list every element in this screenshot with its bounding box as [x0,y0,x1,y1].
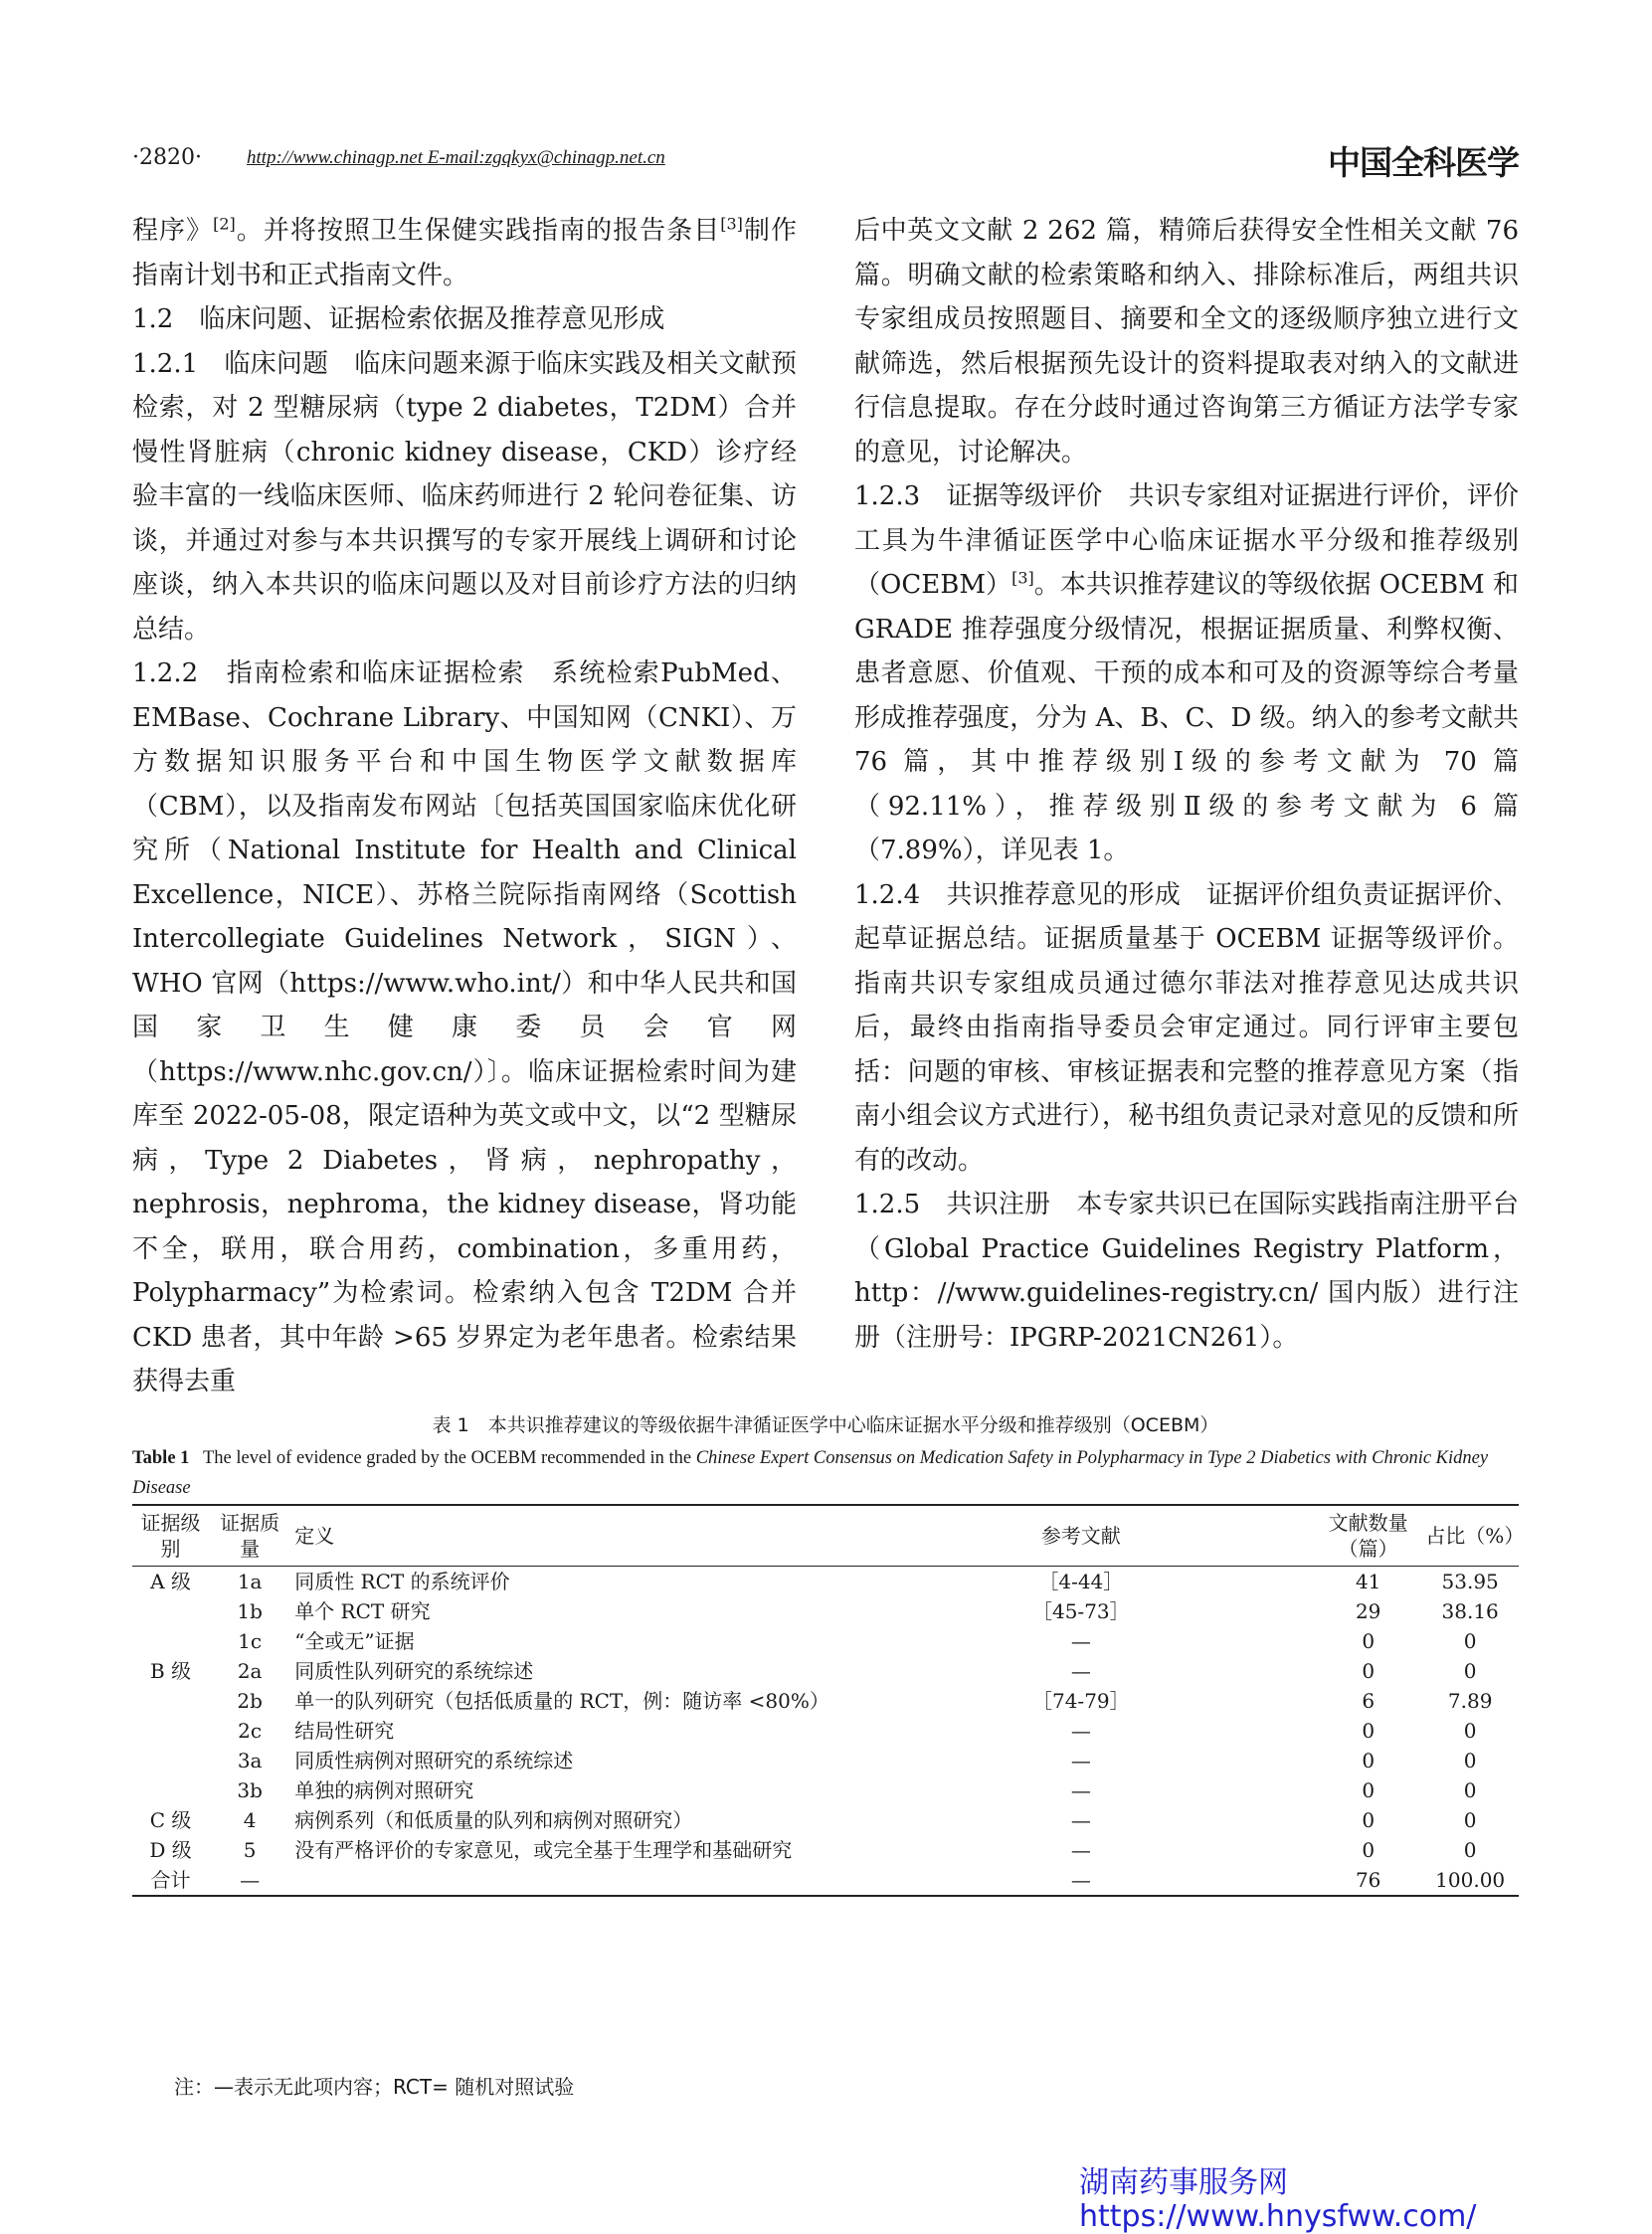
cell-definition: 病例系列（和低质量的队列和病例对照研究） [294,1808,693,1832]
cell-quality: 1b [237,1599,263,1623]
cell-quality: 2b [237,1689,263,1713]
table-row [132,1656,1519,1686]
table-row [132,1746,1519,1775]
cell-percent: 0 [1463,1629,1477,1653]
cell-count: 0 [1362,1778,1376,1802]
cell-definition: 同质性 RCT 的系统评价 [294,1570,510,1593]
cell-quality: — [209,1865,290,1896]
cell-definition: 单独的病例对照研究 [294,1778,474,1802]
left-column [132,209,797,1404]
cell-count: 76 [1315,1865,1421,1896]
right-column [854,209,1519,1360]
paragraph: 程序》[2]。并将按照卫生保健实践指南的报告条目[3]制作指南计划书和正式指南文件。 [132,214,797,290]
cell-quality: 1c [238,1629,263,1653]
cell-quality: 2c [238,1719,263,1743]
table-row [132,1775,1519,1805]
table-label: Table 1 [132,1448,190,1468]
cell-percent: 0 [1463,1659,1477,1683]
paragraph: 后中英文文献 2 262 篇，精筛后获得安全性相关文献 76 篇。明确文献的检索策略和纳入、排除标准后，两组共识专家组成员按照题目、摘要和全文的逐级顺序独立进行文献筛选，然后根据预先设计的资料提取表对纳入的文献进行信息提取。存在分歧时通过咨询第三方循证方法学专家的意见，讨论解决。 [854,216,1519,467]
cell-references: — [1070,1838,1091,1862]
cell-definition: 没有严格评价的专家意见，或完全基于生理学和基础研究 [294,1838,793,1862]
journal-logo: 中国全科医学 [1328,143,1519,182]
table-row [132,1865,1519,1896]
table-caption-title: Chinese Expert Consensus on Medication Safety in Polypharmacy in Type 2 Diabetics with Chronic Kidney Disease [132,1448,1489,1498]
header-quality: 证据质量 [209,1505,290,1567]
table-row [132,1567,1519,1597]
cell-references: ［45-73］ [1031,1599,1130,1623]
table-row [132,1596,1519,1626]
cell-references: ［74-79］ [1031,1689,1130,1713]
cell-references: — [847,1865,1315,1896]
cell-quality: 4 [243,1808,257,1832]
cell-count: 41 [1355,1570,1381,1593]
cell-grade [132,1596,209,1626]
table-row [132,1835,1519,1865]
cell-quality: 3a [237,1749,263,1772]
cell-grade [132,1716,209,1746]
cell-count: 0 [1362,1659,1376,1683]
cell-percent: 0 [1463,1778,1477,1802]
header-count: 文献数量（篇） [1315,1505,1421,1567]
cell-count: 0 [1362,1838,1376,1862]
table-row [132,1686,1519,1716]
cell-quality: 5 [243,1838,257,1862]
cell-count: 0 [1362,1808,1376,1832]
cell-percent: 0 [1463,1838,1477,1862]
cell-definition: 结局性研究 [294,1719,395,1743]
header-definition: 定义 [290,1505,846,1567]
header-grade: 证据级别 [132,1505,209,1567]
cell-grade [132,1626,209,1656]
cell-percent: 0 [1463,1808,1477,1832]
cell-grade [132,1775,209,1805]
paragraph: 1.2.3 证据等级评价 共识专家组对证据进行评价，评价工具为牛津循证医学中心临床证据水平分级和推荐级别（OCEBM）[3]。本共识推荐建议的等级依据 OCEBM 和 GRADE 推荐强度分级情况，根据证据质量、利弊权衡、患者意愿、价值观、干预的成本和可及的资源等综合考量形成推荐强度，分为 A、B、C、D 级。纳入的参考文献共 76 篇，其中推荐级别Ⅰ级的参考文献为 70 篇（92.11%），推荐级别Ⅱ级的参考文献为 6 篇（7.89%），详见表 1。 [854,481,1519,865]
header-references: 参考文献 [847,1505,1315,1567]
cell-references: — [1070,1778,1091,1802]
cell-definition: “全或无”证据 [294,1629,415,1653]
cell-count: 6 [1362,1689,1376,1713]
cell-references: — [1070,1808,1091,1832]
cell-percent: 0 [1463,1719,1477,1743]
watermark-url[interactable]: https://www.hnysfww.com/ [1079,2199,1477,2234]
cell-grade: D 级 [149,1838,192,1862]
cell-percent: 0 [1463,1749,1477,1772]
table-caption-text: The level of evidence graded by the OCEBM recommended in the [202,1448,692,1468]
cell-grade [132,1746,209,1775]
cell-references: ［4-44］ [1038,1570,1124,1593]
cell-count: 0 [1362,1629,1376,1653]
cell-grade: 合计 [132,1865,209,1896]
table-row [132,1716,1519,1746]
table-header-row [132,1505,1519,1567]
cell-definition [290,1865,846,1896]
table-caption-cn: 表 1 本共识推荐建议的等级依据牛津循证医学中心临床证据水平分级和推荐级别（OCEBM） [432,1414,1219,1436]
cell-grade: C 级 [149,1808,192,1832]
paragraph: 1.2.1 临床问题 临床问题来源于临床实践及相关文献预检索，对 2 型糖尿病（type 2 diabetes，T2DM）合并慢性肾脏病（chronic kidney disease，CKD）诊疗经验丰富的一线临床医师、临床药师进行 2 轮问卷征集、访谈，并通过对参与本共识撰写的专家开展线上调研和讨论座谈，纳入本共识的临床问题以及对目前诊疗方法的归纳总结。 [132,348,797,645]
table-row [132,1626,1519,1656]
cell-definition: 同质性病例对照研究的系统综述 [294,1749,574,1772]
cell-count: 0 [1362,1719,1376,1743]
paragraph: 1.2.5 共识注册 本专家共识已在国际实践指南注册平台（Global Practice Guidelines Registry Platform，http：//www.guidelines-registry.cn/ 国内版）进行注册（注册号：IPGRP-2021CN261）。 [854,1190,1519,1353]
table-note: 注：—表示无此项内容；RCT= 随机对照试验 [174,2075,575,2099]
cell-definition: 同质性队列研究的系统综述 [294,1659,534,1683]
cell-grade: B 级 [150,1659,192,1683]
cell-references: — [1070,1719,1091,1743]
cell-references: — [1070,1659,1091,1683]
header-percent: 占比（%） [1421,1505,1519,1567]
cell-references: — [1070,1749,1091,1772]
paragraph: 1.2.4 共识推荐意见的形成 证据评价组负责证据评价、起草证据总结。证据质量基于 OCEBM 证据等级评价。指南共识专家组成员通过德尔菲法对推荐意见达成共识后，最终由指南指导委员会审定通过。同行评审主要包括：问题的审核、审核证据表和完整的推荐意见方案（指南小组会议方式进行），秘书组负责记录对意见的反馈和所有的改动。 [854,879,1519,1176]
cell-definition: 单个 RCT 研究 [294,1599,431,1623]
watermark [1079,2166,1476,2234]
cell-percent: 100.00 [1421,1865,1519,1896]
watermark-title: 湖南药事服务网 [1079,2165,1288,2200]
page-number: ·2820· [132,145,202,170]
cell-quality: 1a [237,1570,263,1593]
cell-percent: 38.16 [1441,1599,1499,1623]
cell-references: — [1070,1629,1091,1653]
journal-url[interactable]: http://www.chinagp.net E-mail:zgqkyx@chinagp.net.cn [247,147,665,168]
cell-grade [132,1686,209,1716]
evidence-table [132,1504,1525,1897]
cell-count: 0 [1362,1749,1376,1772]
table-body [132,1567,1519,1897]
table-row [132,1805,1519,1835]
table-caption-en [132,1443,1519,1503]
section-heading: 1.2 临床问题、证据检索依据及推荐意见形成 [132,304,665,334]
cell-count: 29 [1355,1599,1381,1623]
cell-percent: 7.89 [1447,1689,1493,1713]
page-header [132,137,1519,182]
cell-quality: 3b [237,1778,263,1802]
cell-quality: 2a [237,1659,263,1683]
cell-definition: 单一的队列研究（包括低质量的 RCT，例：随访率 <80%） [294,1689,829,1713]
cell-percent: 53.95 [1441,1570,1499,1593]
paragraph: 1.2.2 指南检索和临床证据检索 系统检索PubMed、EMBase、Cochrane Library、中国知网（CNKI）、万方数据知识服务平台和中国生物医学文献数据库（CBM），以及指南发布网站〔包括英国国家临床优化研究所（National Institute for Health and Clinical Excellence，NICE）、苏格兰院际指南网络（Scottish Intercollegiate Guidelines Network，SIGN）、WHO 官网（https://www.who.int/）和中华人民共和国国家卫生健康委员会官网（https://www.nhc.gov.cn/）〕。临床证据检索时间为建库至 2022-05-08，限定语种为英文或中文，以“2 型糖尿病，Type 2 Diabetes，肾病，nephropathy，nephrosis，nephroma，the kidney disease，肾功能不全，联用，联合用药，combination，多重用药，Polypharmacy”为检索词。检索纳入包含 T2DM 合并 CKD 患者，其中年龄 >65 岁界定为老年患者。检索结果获得去重 [132,658,797,1396]
cell-grade: A 级 [150,1570,191,1593]
